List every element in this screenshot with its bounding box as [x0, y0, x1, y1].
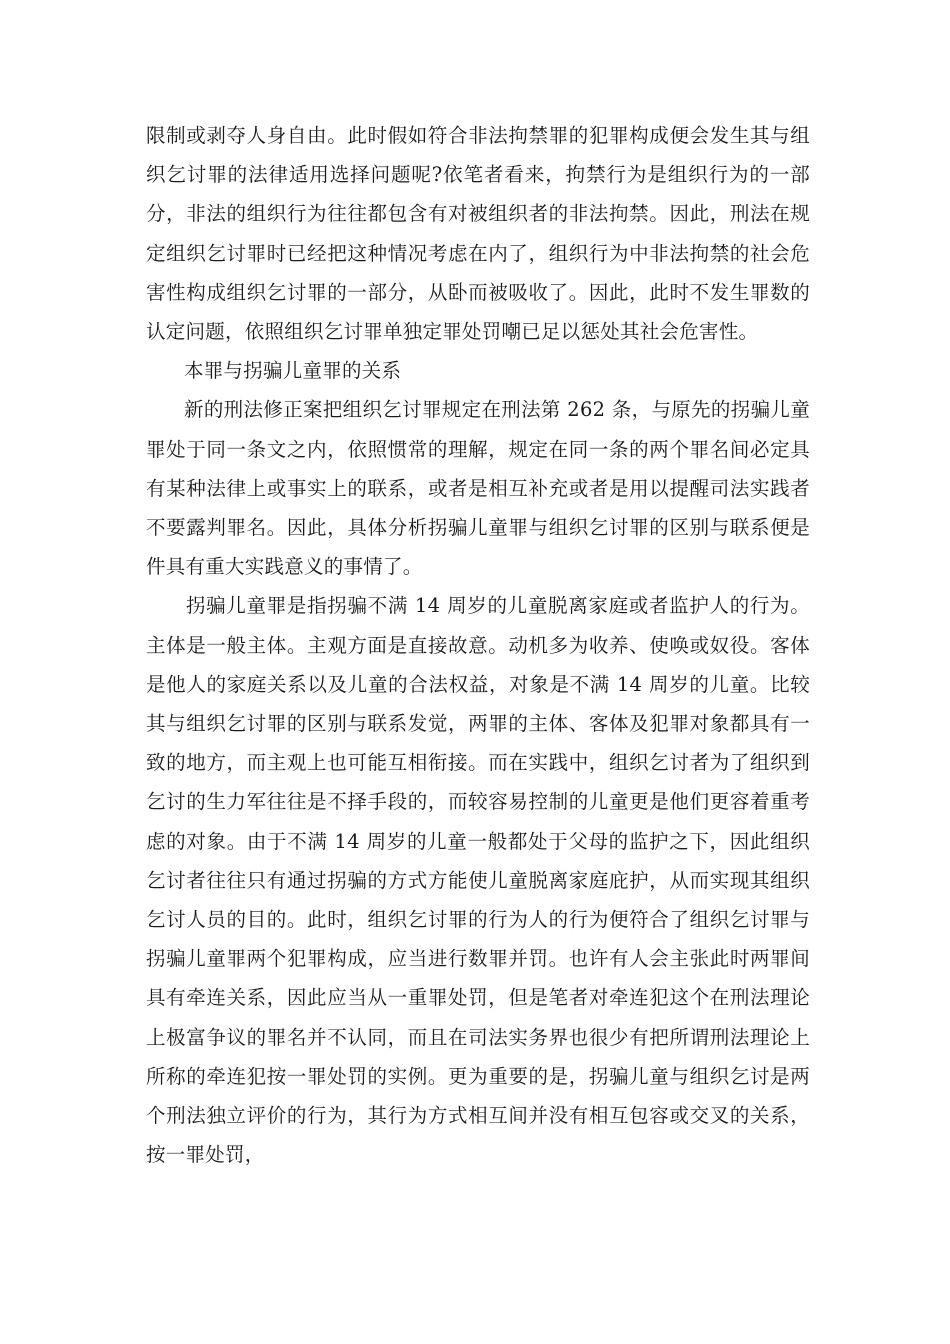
paragraph: 拐骗儿童罪是指拐骗不满 14 周岁的儿童脱离家庭或者监护人的行为。主体是一般主体。主观方面是直接故意。动机多为收养、使唤或奴役。客体是他人的家庭关系以及儿童的合法权益，对象是不满 14 周岁的儿童。比较其与组织乞讨罪的区别与联系发觉，两罪的主体、客体及犯罪对象都具有一致的地方，而主观上也可能互相衔接。而在实践中，组织乞讨者为了组织到乞讨的生力军往往是不择手段的，而较容易控制的儿童更是他们更容着重考虑的对象。由于不满 14 周岁的儿童一般都处于父母的监护之下，因此组织乞讨者往往只有通过拐骗的方式方能使儿童脱离家庭庇护，从而实现其组织乞讨人员的目的。此时，组织乞讨罪的行为人的行为便符合了组织乞讨罪与拐骗儿童罪两个犯罪构成，应当进行数罪并罚。也许有人会主张此时两罪间具有牵连关系，因此应当从一重罪处罚，但是笔者对牵连犯这个在刑法理论上极富争议的罪名并不认同，而且在司法实务界也很少有把所谓刑法理论上所称的牵连犯按一罪处罚的实例。更为重要的是，拐骗儿童与组织乞讨是两个刑法独立评价的行为，其行为方式相互间并没有相互包容或交叉的关系，按一罪处罚， — [146, 594, 810, 1167]
paragraph: 新的刑法修正案把组织乞讨罪规定在刑法第 262 条，与原先的拐骗儿童罪处于同一条文之内，依照惯常的理解，规定在同一条的两个罪名间必定具有某种法律上或事实上的联系，或者是相互补充或者是用以提醒司法实践者不要露判罪名。因此，具体分析拐骗儿童罪与组织乞讨罪的区别与联系便是件具有重大实践意义的事情了。 — [146, 398, 810, 579]
paragraph-continuation: 限制或剥夺人身自由。此时假如符合非法拘禁罪的犯罪构成便会发生其与组织乞讨罪的法律适用选择问题呢?依笔者看来，拘禁行为是组织行为的一部分，非法的组织行为往往都包含有对被组织者的非法拘禁。因此，刑法在规定组织乞讨罪时已经把这种情况考虑在内了，组织行为中非法拘禁的社会危害性构成组织乞讨罪的一部分，从卧而被吸收了。因此，此时不发生罪数的认定问题，依照组织乞讨罪单独定罪处罚嘲已足以惩处其社会危害性。 — [146, 124, 810, 344]
section-heading: 本罪与拐骗儿童罪的关系 — [184, 359, 402, 383]
body-text — [146, 116, 810, 1174]
